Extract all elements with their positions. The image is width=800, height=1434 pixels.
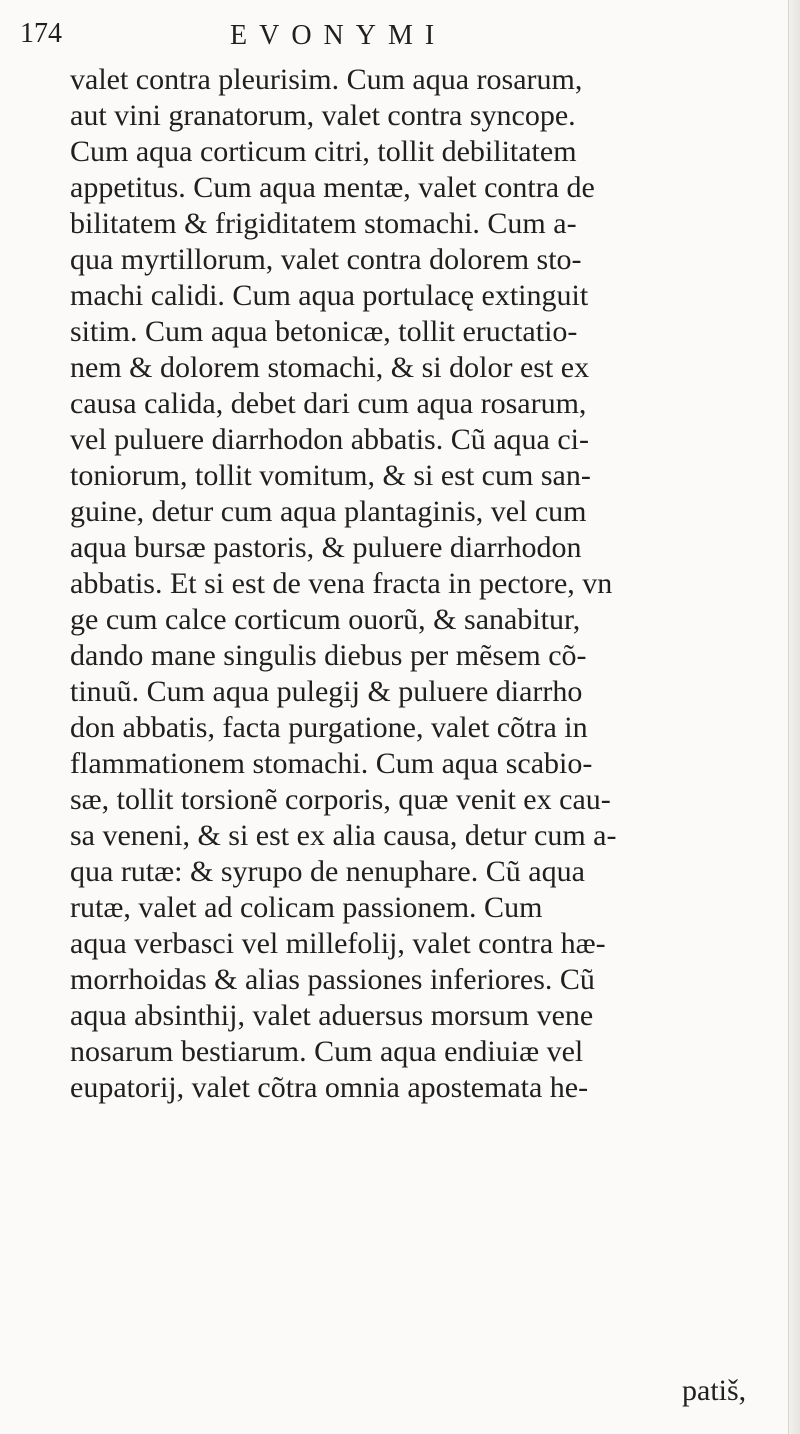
text-line: ge cum calce corticum ouorũ, & sanabitur, [70, 603, 581, 636]
text-line: abbatis. Et si est de vena fracta in pectore, vn [70, 567, 613, 600]
text-line: machi calidi. Cum aqua portulacę extinguit [70, 279, 589, 312]
text-line: causa calida, debet dari cum aqua rosarum, [70, 387, 587, 420]
text-line: flammationem stomachi. Cum aqua scabio- [70, 747, 593, 780]
page-edge-line [788, 0, 789, 1434]
text-line: eupatorij, valet cõtra omnia apostemata he- [70, 1071, 589, 1104]
text-line: toniorum, tollit vomitum, & si est cum san- [70, 459, 591, 492]
text-line: vel puluere diarrhodon abbatis. Cũ aqua ci- [70, 423, 589, 456]
text-line: appetitus. Cum aqua mentæ, valet contra de [70, 171, 595, 204]
text-line: don abbatis, facta purgatione, valet cõtra in [70, 711, 588, 744]
text-line: dando mane singulis diebus per mẽsem cõ- [70, 639, 587, 672]
text-line: qua rutæ: & syrupo de nenuphare. Cũ aqua [70, 855, 585, 888]
text-line: sæ, tollit torsionẽ corporis, quæ venit ex cau- [70, 783, 611, 816]
text-line: aqua absinthij, valet aduersus morsum vene [70, 999, 594, 1032]
text-line: valet contra pleurisim. Cum aqua rosarum, [70, 63, 583, 96]
running-head [20, 16, 780, 56]
text-line: nosarum bestiarum. Cum aqua endiuiæ vel [70, 1035, 584, 1068]
text-line: guine, detur cum aqua plantaginis, vel cum [70, 495, 587, 528]
page-number: 174 [20, 18, 62, 49]
text-line: qua myrtillorum, valet contra dolorem sto- [70, 243, 582, 276]
text-line: aut vini granatorum, valet contra syncope. [70, 99, 576, 132]
running-title: EVONYMI [230, 20, 447, 51]
text-line: aqua verbasci vel millefolij, valet contra hæ- [70, 927, 606, 960]
text-line: morrhoidas & alias passiones inferiores. Cũ [70, 963, 595, 996]
text-line: sa veneni, & si est ex alia causa, detur cum a- [70, 819, 617, 852]
text-line: Cum aqua corticum citri, tollit debilitatem [70, 135, 577, 168]
text-line: sitim. Cum aqua betonicæ, tollit eructatio- [70, 315, 578, 348]
text-line: aqua bursæ pastoris, & puluere diarrhodon [70, 531, 582, 564]
page-edge-shadow [788, 0, 800, 1434]
text-line: bilitatem & frigiditatem stomachi. Cum a- [70, 207, 577, 240]
text-line: nem & dolorem stomachi, & si dolor est ex [70, 351, 590, 384]
body-text [70, 62, 775, 1106]
catchword: patiš, [682, 1374, 747, 1407]
text-line: rutæ, valet ad colicam passionem. Cum [70, 891, 543, 924]
text-line: tinuũ. Cum aqua pulegij & puluere diarrho [70, 675, 583, 708]
